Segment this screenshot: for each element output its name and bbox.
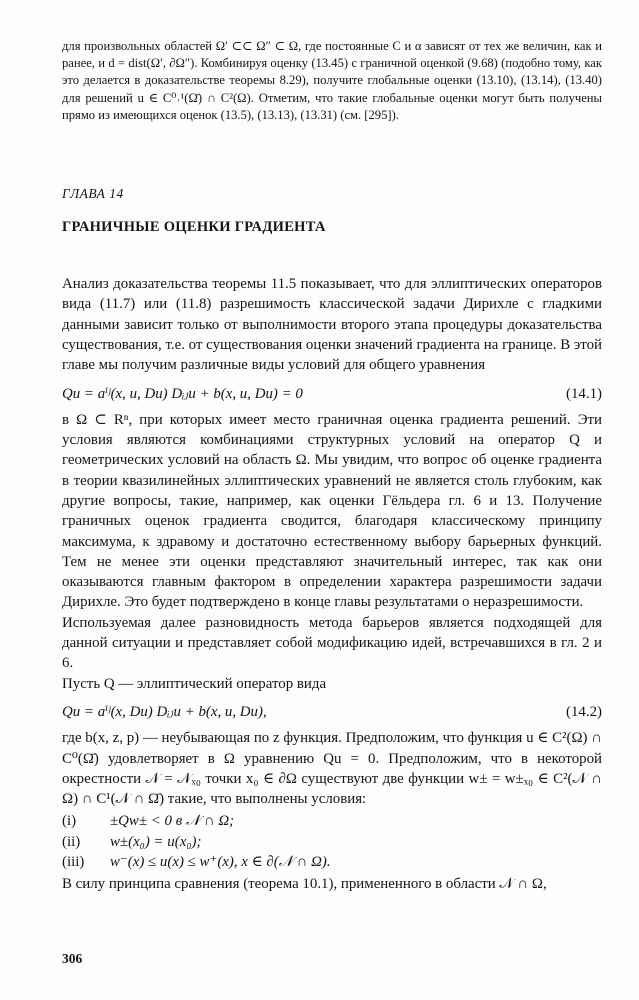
- chapter-body: [62, 274, 602, 895]
- condition-item: [62, 832, 602, 852]
- page-number: 306: [62, 951, 83, 966]
- chapter-title: ГРАНИЧНЫЕ ОЦЕНКИ ГРАДИЕНТА: [62, 219, 326, 236]
- equation-14-1-number: (14.1): [566, 385, 602, 402]
- condition-label: (iii): [62, 854, 85, 871]
- top-paragraph: для произвольных областей Ω′ ⊂⊂ Ω″ ⊂ Ω, где постоянные C и α зависят от тех же величин, как и ранее, и d = dist(Ω′, ∂Ω″). Комбинируя оценку (13.45) с граничной оценкой (9.68) (подобно тому, как это делается в доказательстве теоремы 8.29), получите глобальные оценки (13.10), (13.14), (13.40) для решений u ∈ C⁰˒¹(Ω̄) ∩ C²(Ω). Отметим, что такие глобальные оценки могут быть получены прямо из имеющихся оценок (13.5), (13.13), (13.31) (см. [295]).: [62, 39, 602, 122]
- paragraph-2: в Ω ⊂ Rⁿ, при которых имеет место граничная оценка градиента решений. Эти условия являются комбинациями структурных условий на оператор Q и геометрических условий на область Ω. Мы увидим, что вопрос об оценке градиента в теории квазилинейных эллиптических уравнений не является столь глубоким, как другие вопросы, такие, например, как оценки Гёльдера гл. 6 и 13. Получение граничных оценок градиента сводится, благодаря классическому принципу максимума, к здравому и достаточно естественному выбору барьерных функций. Тем не менее эти оценки представляют значительный интерес, так как они оказываются главным фактором в определении характера разрешимости задачи Дирихле. Это будет подтверждено в конце главы результатами о неразрешимости.: [62, 411, 602, 611]
- equation-14-2-number: (14.2): [566, 703, 602, 720]
- chapter-label: ГЛАВА 14: [62, 186, 124, 202]
- equation-14-1-formula: Qu = aⁱʲ(x, u, Du) Dᵢⱼu + b(x, u, Du) = 0: [62, 385, 303, 402]
- equation-14-1: [62, 384, 602, 404]
- condition-item: [62, 811, 602, 831]
- equation-14-2: [62, 702, 602, 722]
- condition-item: [62, 852, 602, 872]
- paragraph-5: где b(x, z, p) — неубывающая по z функция. Предположим, что функция u ∈ C²(Ω) ∩ C⁰(Ω̄) удовлетворяет в Ω уравнению Qu = 0. Предположим, что в некоторой окрестности 𝒩 = 𝒩ₓ₀ точки x₀ ∈ ∂Ω существуют две функции w± = w±ₓ₀ ∈ C²(𝒩 ∩ Ω) ∩ C¹(𝒩 ∩ Ω̄) такие, что выполнены условия:: [62, 730, 602, 808]
- page-content: [62, 38, 602, 895]
- condition-text: w±(x₀) = u(x₀);: [110, 833, 202, 850]
- conditions-list: [62, 811, 602, 872]
- top-paragraph-block: [62, 38, 602, 124]
- paragraph-3: Используемая далее разновидность метода барьеров является подходящей для данной ситуации и представляет собой модификацию идей, встречавшихся в гл. 2 и 6.: [62, 614, 602, 672]
- condition-text: w⁻(x) ≤ u(x) ≤ w⁺(x), x ∈ ∂(𝒩 ∩ Ω).: [110, 854, 331, 871]
- equation-14-2-formula: Qu = aⁱʲ(x, Du) Dᵢⱼu + b(x, u, Du),: [62, 703, 267, 720]
- condition-text: ±Qw± < 0 в 𝒩 ∩ Ω;: [110, 813, 235, 830]
- paragraph-1: Анализ доказательства теоремы 11.5 показывает, что для эллиптических операторов вида (11.7) или (11.8) разрешимость классической задачи Дирихле с гладкими данными зависит только от выполнимости второго этапа процедуры доказательства существования, т.е. от существования оценки значений градиента на границе. В этой главе мы получим различные виды условий для общего уравнения: [62, 276, 602, 374]
- condition-label: (i): [62, 813, 77, 830]
- condition-label: (ii): [62, 833, 81, 850]
- paragraph-4: Пусть Q — эллиптический оператор вида: [62, 675, 327, 692]
- paragraph-6: В силу принципа сравнения (теорема 10.1), примененного в области 𝒩 ∩ Ω,: [62, 876, 547, 893]
